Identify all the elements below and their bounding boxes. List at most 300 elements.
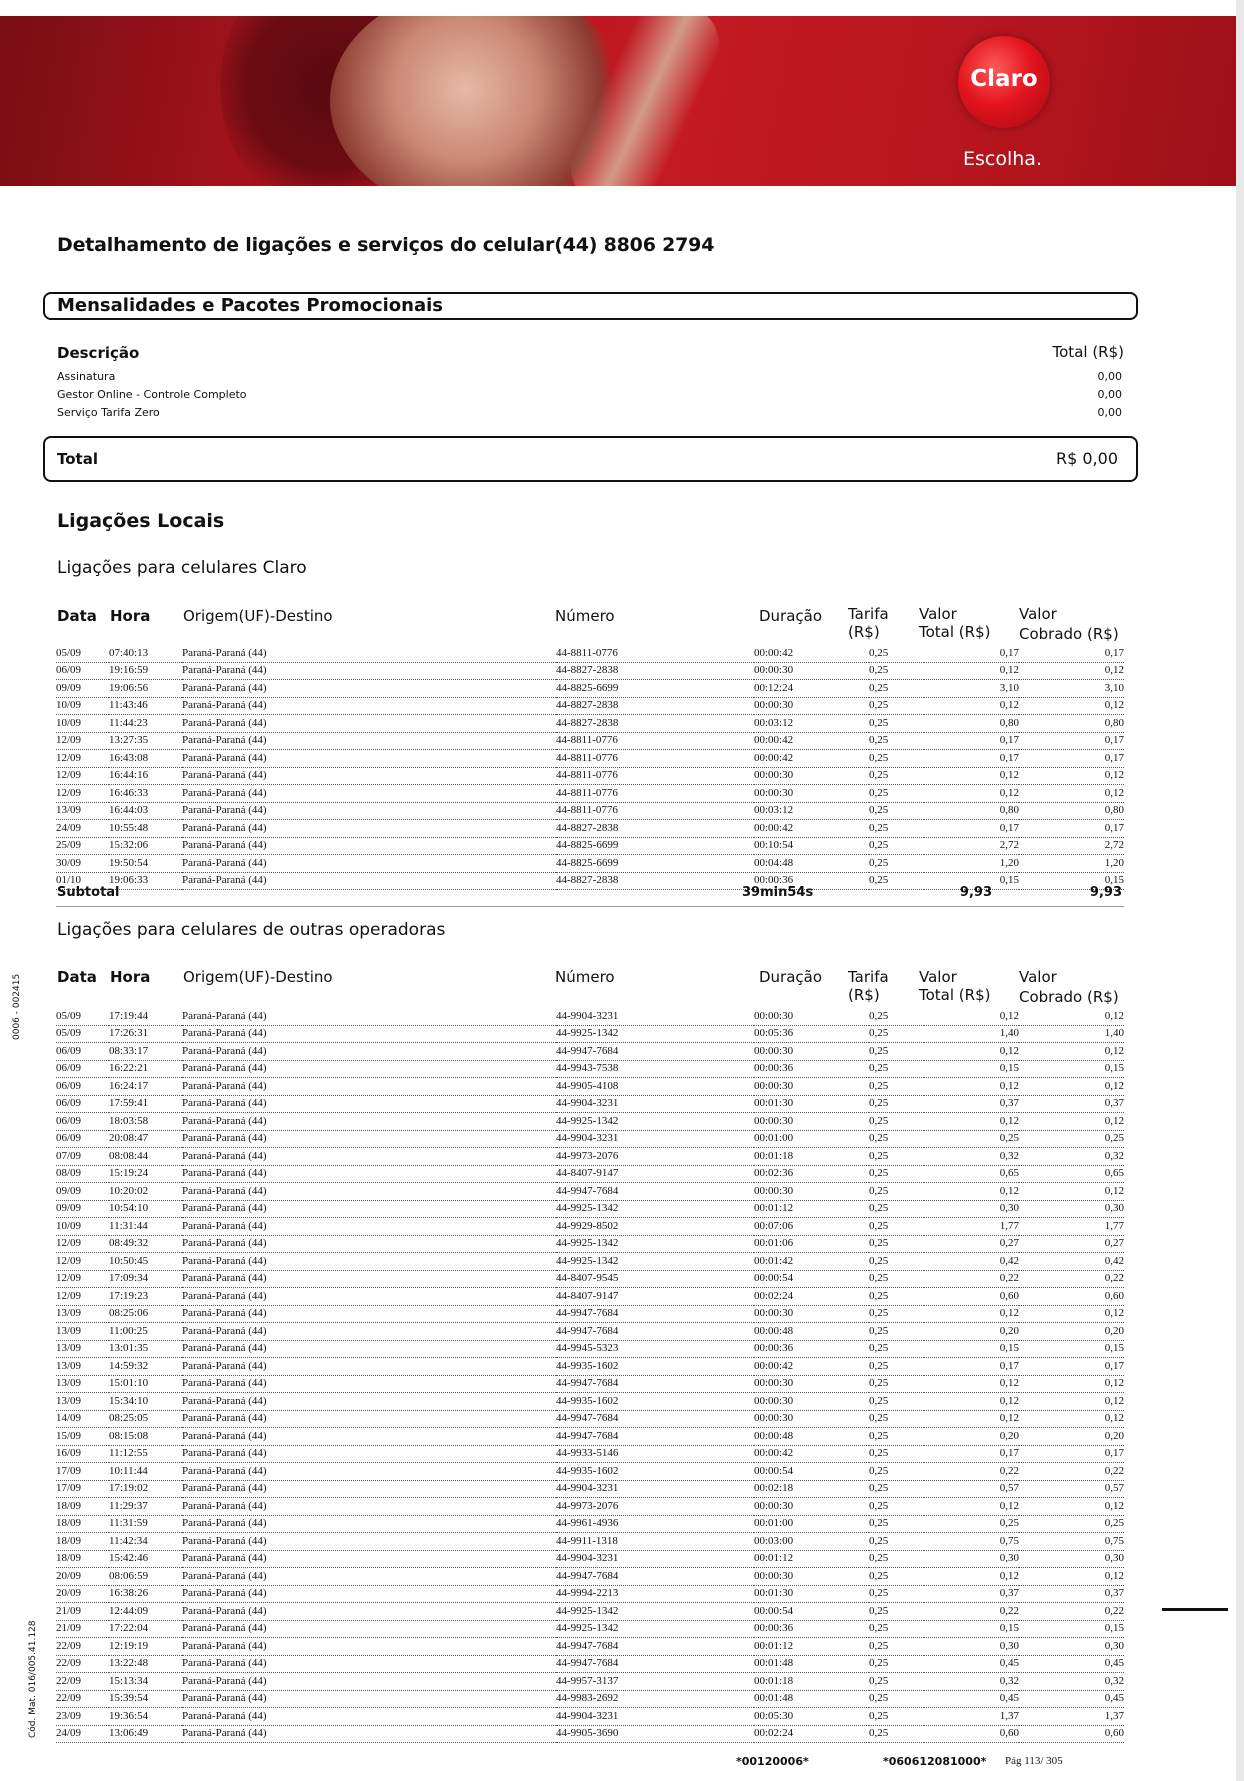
call-rate: 0,25 (869, 1585, 924, 1603)
call-date: 05/09 (56, 1025, 109, 1043)
call-rate: 0,25 (869, 1428, 924, 1446)
call-rate: 0,25 (869, 1043, 924, 1061)
call-total: 0,15 (924, 1340, 1019, 1358)
call-number: 44-9947-7684 (556, 1568, 754, 1586)
call-total: 0,12 (924, 1375, 1019, 1393)
call-route: Paraná-Paraná (44) (182, 732, 556, 750)
call-number: 44-9973-2076 (556, 1498, 754, 1516)
call-route: Paraná-Paraná (44) (182, 1568, 556, 1586)
call-date: 12/09 (56, 750, 109, 768)
call-charged: 0,30 (1019, 1638, 1124, 1656)
call-duration: 00:02:24 (754, 1288, 869, 1306)
call-date: 09/09 (56, 1200, 109, 1218)
service-name: Serviço Tarifa Zero (57, 406, 160, 419)
call-duration: 00:03:00 (754, 1533, 869, 1551)
call-number: 44-8811-0776 (556, 785, 754, 803)
table-row (56, 1113, 1124, 1131)
call-time: 17:22:04 (109, 1620, 182, 1638)
call-time: 11:31:44 (109, 1218, 182, 1236)
col-tarifa-unit: (R$) (848, 986, 880, 1004)
call-route: Paraná-Paraná (44) (182, 1533, 556, 1551)
call-date: 01/10 (56, 872, 109, 890)
call-route: Paraná-Paraná (44) (182, 1603, 556, 1621)
col-valor-cobrado: Valor (1019, 968, 1057, 986)
call-number: 44-9933-5146 (556, 1445, 754, 1463)
call-route: Paraná-Paraná (44) (182, 1270, 556, 1288)
call-date: 18/09 (56, 1533, 109, 1551)
call-total: 1,40 (924, 1025, 1019, 1043)
call-duration: 00:01:18 (754, 1148, 869, 1166)
call-time: 08:25:06 (109, 1305, 182, 1323)
col-hora: Hora (110, 607, 151, 625)
table-row (56, 855, 1124, 873)
header-banner (0, 16, 1236, 186)
call-total: 0,17 (924, 1445, 1019, 1463)
call-route: Paraná-Paraná (44) (182, 1375, 556, 1393)
call-date: 06/09 (56, 1078, 109, 1096)
call-rate: 0,25 (869, 715, 924, 733)
call-total: 0,15 (924, 1620, 1019, 1638)
call-total: 2,72 (924, 837, 1019, 855)
call-rate: 0,25 (869, 750, 924, 768)
call-duration: 00:00:30 (754, 785, 869, 803)
call-total: 0,12 (924, 1568, 1019, 1586)
call-number: 44-9925-1342 (556, 1235, 754, 1253)
call-total: 0,45 (924, 1690, 1019, 1708)
call-number: 44-8825-6699 (556, 837, 754, 855)
call-charged: 0,25 (1019, 1130, 1124, 1148)
table-row (56, 1638, 1124, 1656)
call-date: 09/09 (56, 680, 109, 698)
call-total: 0,15 (924, 1060, 1019, 1078)
call-rate: 0,25 (869, 1533, 924, 1551)
call-time: 08:06:59 (109, 1568, 182, 1586)
call-time: 13:06:49 (109, 1725, 182, 1743)
call-duration: 00:00:30 (754, 767, 869, 785)
call-number: 44-8827-2838 (556, 715, 754, 733)
packages-total-box (43, 436, 1138, 482)
call-time: 17:59:41 (109, 1095, 182, 1113)
call-rate: 0,25 (869, 1060, 924, 1078)
call-route: Paraná-Paraná (44) (182, 750, 556, 768)
call-total: 0,32 (924, 1673, 1019, 1691)
col-hora: Hora (110, 968, 151, 986)
call-duration: 00:00:36 (754, 1620, 869, 1638)
call-charged: 2,72 (1019, 837, 1124, 855)
call-charged: 0,12 (1019, 785, 1124, 803)
call-number: 44-8827-2838 (556, 820, 754, 838)
col-duracao: Duração (759, 968, 823, 986)
call-number: 44-9961-4936 (556, 1515, 754, 1533)
call-total: 0,12 (924, 1498, 1019, 1516)
call-charged: 0,32 (1019, 1673, 1124, 1691)
call-date: 15/09 (56, 1428, 109, 1446)
table-row (56, 1375, 1124, 1393)
call-rate: 0,25 (869, 1183, 924, 1201)
call-rate: 0,25 (869, 802, 924, 820)
call-rate: 0,25 (869, 1655, 924, 1673)
call-charged: 0,57 (1019, 1480, 1124, 1498)
call-date: 06/09 (56, 1113, 109, 1131)
call-number: 44-9947-7684 (556, 1323, 754, 1341)
call-route: Paraná-Paraná (44) (182, 1183, 556, 1201)
call-date: 05/09 (56, 1008, 109, 1025)
call-duration: 00:01:48 (754, 1690, 869, 1708)
call-rate: 0,25 (869, 1725, 924, 1743)
call-rate: 0,25 (869, 1218, 924, 1236)
call-charged: 0,15 (1019, 1340, 1124, 1358)
call-rate: 0,25 (869, 837, 924, 855)
side-code-bottom: Cód. Mat. 016/005.41.128 (28, 1620, 38, 1738)
call-total: 0,12 (924, 1183, 1019, 1201)
call-time: 14:59:32 (109, 1358, 182, 1376)
call-time: 10:54:10 (109, 1200, 182, 1218)
call-duration: 00:00:48 (754, 1323, 869, 1341)
call-total: 0,17 (924, 750, 1019, 768)
table-row (56, 1165, 1124, 1183)
call-route: Paraná-Paraná (44) (182, 1340, 556, 1358)
table-row (56, 767, 1124, 785)
call-total: 0,22 (924, 1603, 1019, 1621)
call-rate: 0,25 (869, 1270, 924, 1288)
call-total: 1,37 (924, 1708, 1019, 1726)
call-route: Paraná-Paraná (44) (182, 645, 556, 662)
call-number: 44-9904-3231 (556, 1008, 754, 1025)
call-rate: 0,25 (869, 1708, 924, 1726)
table-row (56, 1410, 1124, 1428)
call-rate: 0,25 (869, 1235, 924, 1253)
call-rate: 0,25 (869, 1305, 924, 1323)
call-time: 16:44:16 (109, 767, 182, 785)
call-rate: 0,25 (869, 1288, 924, 1306)
call-route: Paraná-Paraná (44) (182, 1673, 556, 1691)
call-number: 44-9911-1318 (556, 1533, 754, 1551)
col-duracao: Duração (759, 607, 823, 625)
call-date: 12/09 (56, 1253, 109, 1271)
col-valor-cobrado-unit: Cobrado (R$) (1019, 988, 1119, 1006)
call-route: Paraná-Paraná (44) (182, 1323, 556, 1341)
call-date: 13/09 (56, 1358, 109, 1376)
call-total: 0,25 (924, 1515, 1019, 1533)
call-rate: 0,25 (869, 1113, 924, 1131)
call-date: 06/09 (56, 1043, 109, 1061)
call-charged: 0,12 (1019, 1305, 1124, 1323)
table-row (56, 1550, 1124, 1568)
col-valor-total: Valor (919, 605, 957, 623)
call-total: 0,27 (924, 1235, 1019, 1253)
call-time: 11:00:25 (109, 1323, 182, 1341)
call-time: 17:19:23 (109, 1288, 182, 1306)
call-route: Paraná-Paraná (44) (182, 1498, 556, 1516)
call-date: 09/09 (56, 1183, 109, 1201)
call-date: 18/09 (56, 1515, 109, 1533)
call-number: 44-9925-1342 (556, 1603, 754, 1621)
call-total: 3,10 (924, 680, 1019, 698)
call-route: Paraná-Paraná (44) (182, 1095, 556, 1113)
table-row (56, 1235, 1124, 1253)
call-route: Paraná-Paraná (44) (182, 1130, 556, 1148)
table-row (56, 1305, 1124, 1323)
call-duration: 00:00:30 (754, 1078, 869, 1096)
table-row (56, 1498, 1124, 1516)
call-route: Paraná-Paraná (44) (182, 1288, 556, 1306)
call-route: Paraná-Paraná (44) (182, 1515, 556, 1533)
call-route: Paraná-Paraná (44) (182, 1253, 556, 1271)
call-time: 16:46:33 (109, 785, 182, 803)
call-charged: 0,27 (1019, 1235, 1124, 1253)
call-duration: 00:00:30 (754, 1008, 869, 1025)
call-date: 10/09 (56, 697, 109, 715)
call-number: 44-9947-7684 (556, 1375, 754, 1393)
call-total: 0,30 (924, 1200, 1019, 1218)
call-date: 13/09 (56, 1375, 109, 1393)
call-charged: 0,12 (1019, 1008, 1124, 1025)
call-time: 15:39:54 (109, 1690, 182, 1708)
table-row (56, 820, 1124, 838)
call-route: Paraná-Paraná (44) (182, 837, 556, 855)
call-number: 44-9925-1342 (556, 1113, 754, 1131)
call-time: 10:20:02 (109, 1183, 182, 1201)
call-time: 07:40:13 (109, 645, 182, 662)
call-duration: 00:01:30 (754, 1585, 869, 1603)
call-total: 0,12 (924, 1305, 1019, 1323)
call-duration: 00:01:30 (754, 1095, 869, 1113)
call-date: 13/09 (56, 802, 109, 820)
call-date: 07/09 (56, 1148, 109, 1166)
call-total: 0,42 (924, 1253, 1019, 1271)
call-charged: 0,12 (1019, 1410, 1124, 1428)
call-number: 44-8407-9545 (556, 1270, 754, 1288)
call-rate: 0,25 (869, 1165, 924, 1183)
call-total: 0,22 (924, 1463, 1019, 1481)
call-time: 10:50:45 (109, 1253, 182, 1271)
call-duration: 00:00:36 (754, 872, 869, 890)
call-rate: 0,25 (869, 1323, 924, 1341)
call-rate: 0,25 (869, 1603, 924, 1621)
call-number: 44-9904-3231 (556, 1480, 754, 1498)
call-time: 12:44:09 (109, 1603, 182, 1621)
call-date: 05/09 (56, 645, 109, 662)
call-date: 30/09 (56, 855, 109, 873)
call-time: 17:19:44 (109, 1008, 182, 1025)
call-date: 22/09 (56, 1673, 109, 1691)
call-route: Paraná-Paraná (44) (182, 1060, 556, 1078)
call-route: Paraná-Paraná (44) (182, 1585, 556, 1603)
call-rate: 0,25 (869, 1253, 924, 1271)
margin-mark (1162, 1608, 1228, 1611)
table-row (56, 1568, 1124, 1586)
call-number: 44-9929-8502 (556, 1218, 754, 1236)
table-row (56, 1358, 1124, 1376)
call-time: 10:55:48 (109, 820, 182, 838)
footer-barcode-text-1: *00120006* (736, 1755, 809, 1768)
call-date: 20/09 (56, 1585, 109, 1603)
call-duration: 00:00:54 (754, 1463, 869, 1481)
call-duration: 00:07:06 (754, 1218, 869, 1236)
call-number: 44-8825-6699 (556, 855, 754, 873)
call-duration: 00:01:48 (754, 1655, 869, 1673)
call-duration: 00:01:06 (754, 1235, 869, 1253)
call-total: 0,17 (924, 645, 1019, 662)
call-duration: 00:01:12 (754, 1200, 869, 1218)
call-duration: 00:00:30 (754, 1375, 869, 1393)
call-number: 44-9904-3231 (556, 1550, 754, 1568)
call-date: 20/09 (56, 1568, 109, 1586)
call-number: 44-9947-7684 (556, 1305, 754, 1323)
call-duration: 00:02:18 (754, 1480, 869, 1498)
call-number: 44-8811-0776 (556, 767, 754, 785)
call-total: 0,12 (924, 662, 1019, 680)
call-rate: 0,25 (869, 785, 924, 803)
table-row (56, 1078, 1124, 1096)
table-row (56, 1480, 1124, 1498)
call-total: 0,12 (924, 697, 1019, 715)
subtotal-label: Subtotal (57, 885, 120, 900)
claro-logo (958, 36, 1050, 128)
call-number: 44-9973-2076 (556, 1148, 754, 1166)
table-row (56, 1725, 1124, 1743)
call-charged: 0,30 (1019, 1200, 1124, 1218)
call-charged: 0,17 (1019, 1445, 1124, 1463)
call-number: 44-9935-1602 (556, 1393, 754, 1411)
call-duration: 00:00:54 (754, 1270, 869, 1288)
call-date: 18/09 (56, 1550, 109, 1568)
call-number: 44-9905-4108 (556, 1078, 754, 1096)
call-number: 44-9925-1342 (556, 1620, 754, 1638)
call-time: 13:27:35 (109, 732, 182, 750)
call-duration: 00:01:00 (754, 1515, 869, 1533)
call-number: 44-9945-5323 (556, 1340, 754, 1358)
call-time: 16:24:17 (109, 1078, 182, 1096)
table-row (56, 1323, 1124, 1341)
table-row (56, 837, 1124, 855)
col-valor-total-unit: Total (R$) (919, 623, 991, 641)
table-row (56, 1270, 1124, 1288)
call-date: 13/09 (56, 1305, 109, 1323)
call-charged: 0,17 (1019, 820, 1124, 838)
call-route: Paraná-Paraná (44) (182, 1655, 556, 1673)
service-value: 0,00 (1097, 388, 1122, 401)
packages-heading: Mensalidades e Pacotes Promocionais (57, 295, 444, 316)
call-rate: 0,25 (869, 662, 924, 680)
call-route: Paraná-Paraná (44) (182, 1025, 556, 1043)
call-date: 12/09 (56, 785, 109, 803)
call-time: 11:44:23 (109, 715, 182, 733)
call-duration: 00:01:12 (754, 1550, 869, 1568)
call-number: 44-9904-3231 (556, 1095, 754, 1113)
col-tarifa-unit: (R$) (848, 623, 880, 641)
call-duration: 00:00:42 (754, 1358, 869, 1376)
subtotal-charged: 9,93 (1089, 885, 1122, 900)
col-data: Data (57, 968, 97, 986)
call-rate: 0,25 (869, 1480, 924, 1498)
description-column-header: Descrição (57, 344, 140, 362)
packages-heading-box (43, 292, 1138, 320)
call-charged: 0,12 (1019, 1375, 1124, 1393)
call-duration: 00:01:12 (754, 1638, 869, 1656)
call-charged: 0,17 (1019, 750, 1124, 768)
service-name: Gestor Online - Controle Completo (57, 388, 247, 401)
call-charged: 0,60 (1019, 1288, 1124, 1306)
call-number: 44-9947-7684 (556, 1428, 754, 1446)
call-number: 44-9947-7684 (556, 1655, 754, 1673)
call-route: Paraná-Paraná (44) (182, 785, 556, 803)
call-charged: 0,60 (1019, 1725, 1124, 1743)
call-total: 0,12 (924, 1393, 1019, 1411)
call-rate: 0,25 (869, 1393, 924, 1411)
call-charged: 0,80 (1019, 802, 1124, 820)
call-duration: 00:00:30 (754, 1043, 869, 1061)
call-route: Paraná-Paraná (44) (182, 855, 556, 873)
call-time: 08:25:05 (109, 1410, 182, 1428)
call-duration: 00:00:42 (754, 1445, 869, 1463)
call-charged: 0,20 (1019, 1428, 1124, 1446)
table-row (56, 1043, 1124, 1061)
call-time: 11:29:37 (109, 1498, 182, 1516)
call-time: 17:26:31 (109, 1025, 182, 1043)
call-number: 44-9925-1342 (556, 1200, 754, 1218)
call-number: 44-9904-3231 (556, 1130, 754, 1148)
call-route: Paraná-Paraná (44) (182, 1043, 556, 1061)
call-route: Paraná-Paraná (44) (182, 1690, 556, 1708)
call-number: 44-8811-0776 (556, 802, 754, 820)
call-rate: 0,25 (869, 1148, 924, 1166)
call-route: Paraná-Paraná (44) (182, 697, 556, 715)
call-time: 15:32:06 (109, 837, 182, 855)
call-route: Paraná-Paraná (44) (182, 820, 556, 838)
call-number: 44-9983-2692 (556, 1690, 754, 1708)
call-charged: 0,15 (1019, 1620, 1124, 1638)
call-rate: 0,25 (869, 820, 924, 838)
table-row (56, 802, 1124, 820)
call-date: 22/09 (56, 1690, 109, 1708)
call-total: 1,77 (924, 1218, 1019, 1236)
call-number: 44-9994-2213 (556, 1585, 754, 1603)
call-duration: 00:05:30 (754, 1708, 869, 1726)
call-date: 17/09 (56, 1463, 109, 1481)
call-number: 44-8811-0776 (556, 732, 754, 750)
call-date: 24/09 (56, 820, 109, 838)
table-row (56, 680, 1124, 698)
call-total: 0,20 (924, 1323, 1019, 1341)
call-total: 0,17 (924, 1358, 1019, 1376)
call-route: Paraná-Paraná (44) (182, 1708, 556, 1726)
call-duration: 00:00:30 (754, 1305, 869, 1323)
table-row (56, 785, 1124, 803)
call-route: Paraná-Paraná (44) (182, 1638, 556, 1656)
call-time: 11:12:55 (109, 1445, 182, 1463)
table-row (56, 1060, 1124, 1078)
call-duration: 00:02:24 (754, 1725, 869, 1743)
logo-text: Claro (970, 66, 1038, 92)
call-route: Paraná-Paraná (44) (182, 715, 556, 733)
table-row (56, 1690, 1124, 1708)
call-route: Paraná-Paraná (44) (182, 1078, 556, 1096)
call-charged: 0,17 (1019, 645, 1124, 662)
call-time: 19:50:54 (109, 855, 182, 873)
call-charged: 0,12 (1019, 767, 1124, 785)
call-duration: 00:12:24 (754, 680, 869, 698)
call-date: 22/09 (56, 1655, 109, 1673)
call-total: 0,12 (924, 1043, 1019, 1061)
call-number: 44-9905-3690 (556, 1725, 754, 1743)
col-valor-total: Valor (919, 968, 957, 986)
call-route: Paraná-Paraná (44) (182, 1305, 556, 1323)
call-total: 0,60 (924, 1725, 1019, 1743)
table-row (56, 1393, 1124, 1411)
call-date: 06/09 (56, 1060, 109, 1078)
call-time: 16:43:08 (109, 750, 182, 768)
